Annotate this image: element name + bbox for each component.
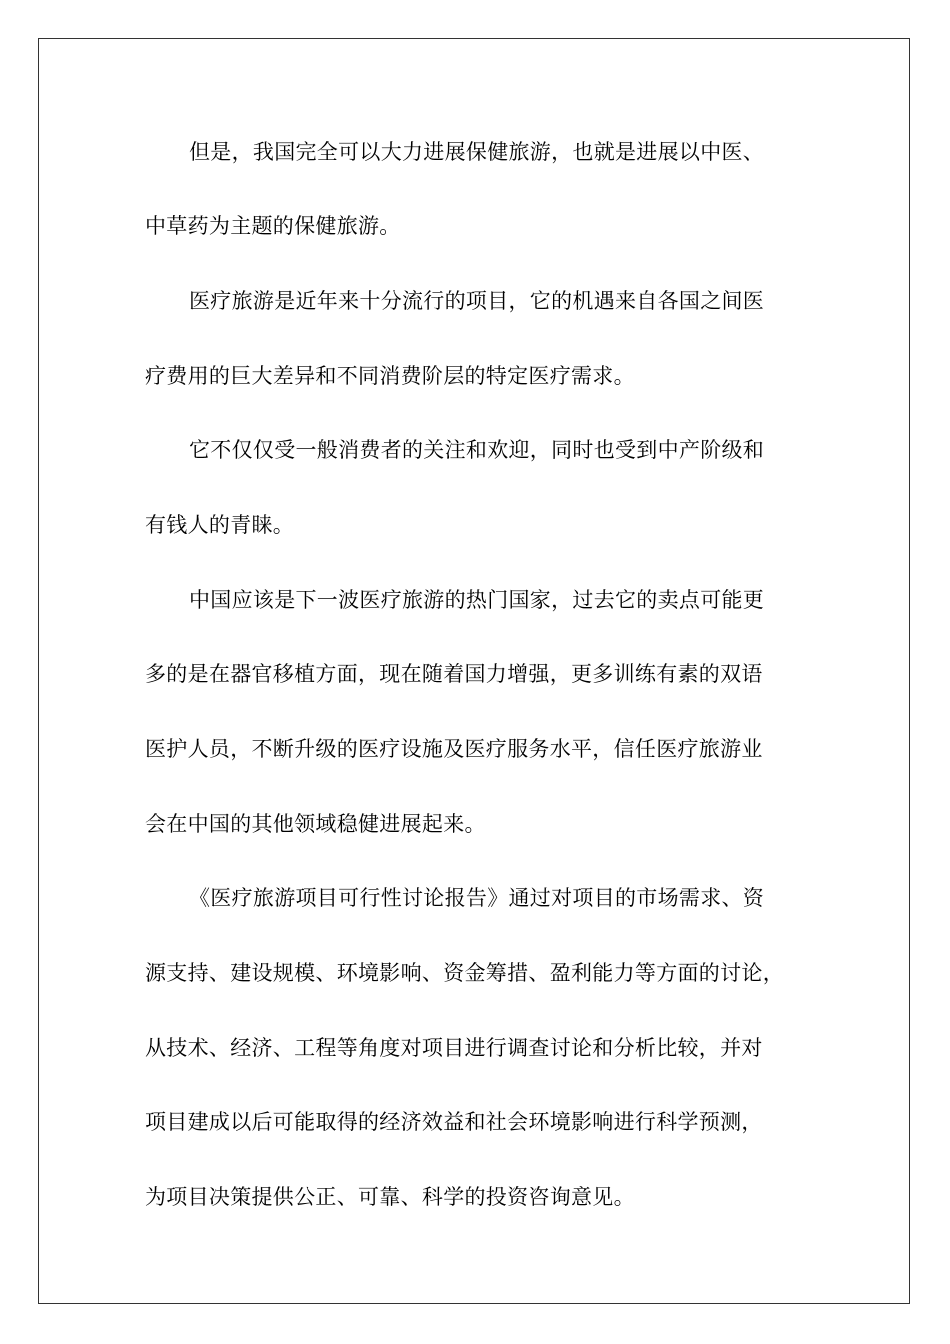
paragraph-4-line-3: 医护人员，不断升级的医疗设施及医疗服务水平，信任医疗旅游业 [145, 737, 763, 761]
paragraph-5-line-2: 源支持、建设规模、环境影响、资金筹措、盈利能力等方面的讨论， [145, 961, 784, 985]
paragraph-5-line-4: 项目建成以后可能取得的经济效益和社会环境影响进行科学预测， [145, 1110, 763, 1134]
paragraph-5-line-1: 《医疗旅游项目可行性讨论报告》通过对项目的市场需求、资 [189, 886, 765, 910]
paragraph-4-line-4: 会在中国的其他领域稳健进展起来。 [145, 812, 486, 836]
paragraph-5-line-3: 从技术、经济、工程等角度对项目进行调查讨论和分析比较，并对 [145, 1036, 763, 1060]
paragraph-1-line-1: 但是，我国完全可以大力进展保健旅游，也就是进展以中医、 [189, 140, 765, 164]
paragraph-1-line-2: 中草药为主题的保健旅游。 [145, 214, 401, 238]
paragraph-4-line-2: 多的是在器官移植方面，现在随着国力增强，更多训练有素的双语 [145, 662, 763, 686]
paragraph-3-line-1: 它不仅仅受一般消费者的关注和欢迎，同时也受到中产阶级和 [189, 438, 765, 462]
paragraph-4-line-1: 中国应该是下一波医疗旅游的热门国家，过去它的卖点可能更 [189, 588, 765, 612]
paragraph-2-line-1: 医疗旅游是近年来十分流行的项目，它的机遇来自各国之间医 [189, 289, 765, 313]
paragraph-2-line-2: 疗费用的巨大差异和不同消费阶层的特定医疗需求。 [145, 364, 635, 388]
paragraph-5-line-5: 为项目决策提供公正、可靠、科学的投资咨询意见。 [145, 1185, 635, 1209]
paragraph-3-line-2: 有钱人的青睐。 [145, 513, 295, 537]
